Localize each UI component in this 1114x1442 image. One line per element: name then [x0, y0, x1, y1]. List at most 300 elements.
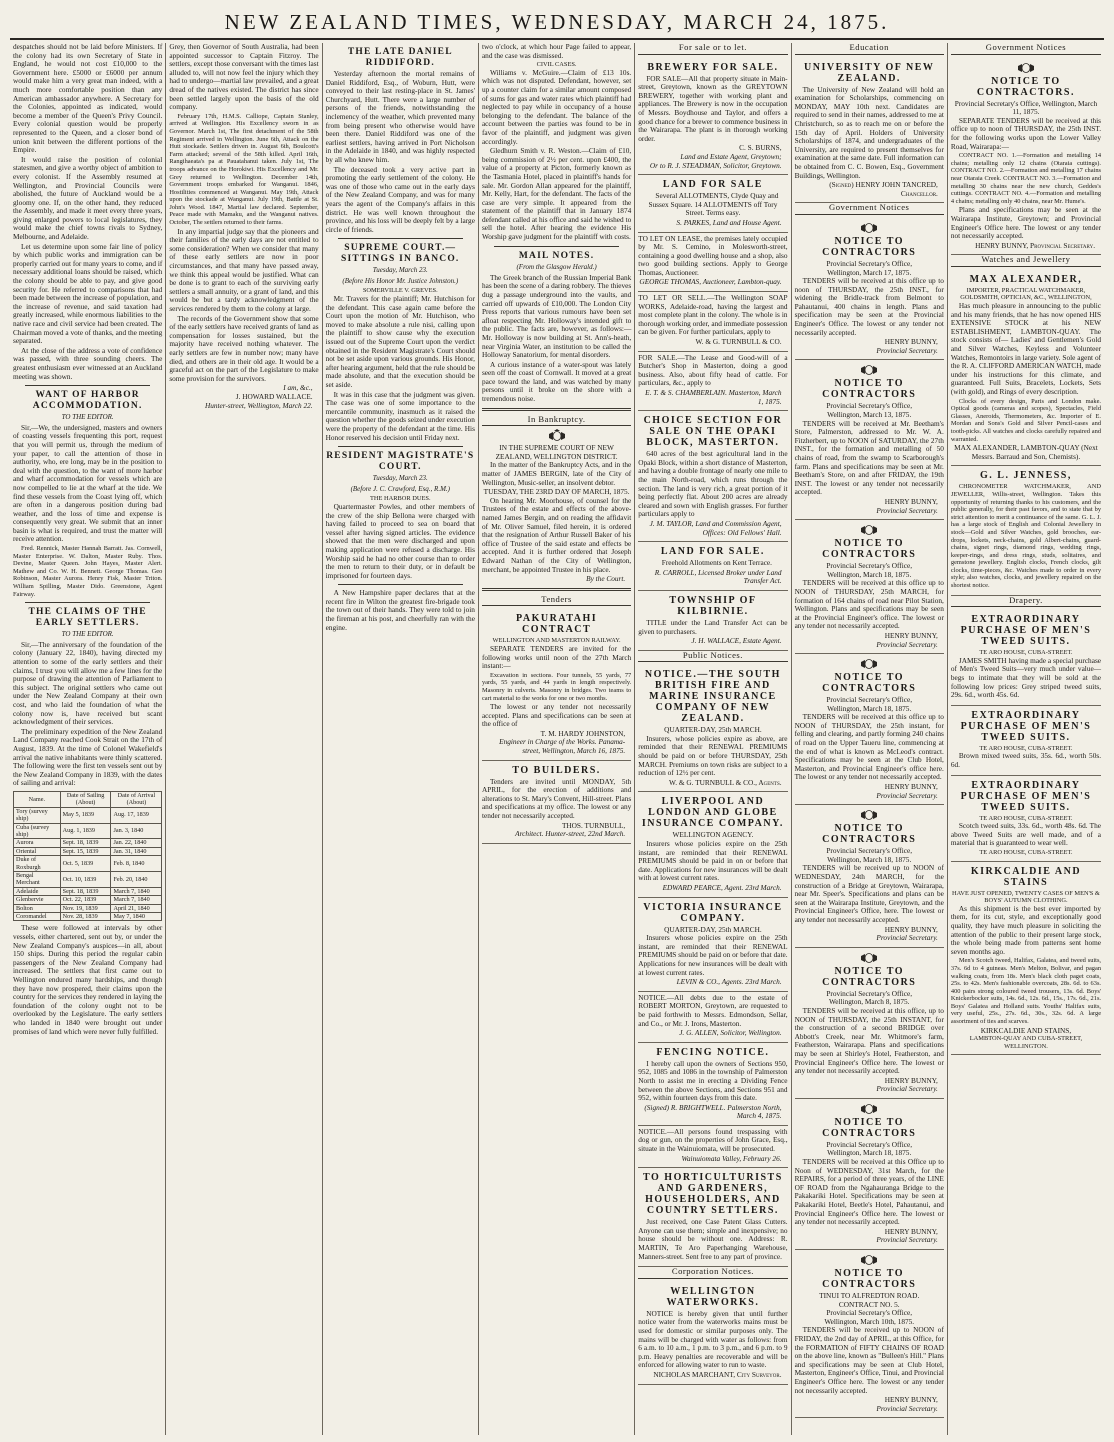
notice-office: Provincial Secretary's Office,: [826, 695, 913, 705]
ad-text: FOR SALE—All that property situate in Main-street, Greytown, known as the GREYTOWN BREWERY, together with working plant and appliances. The Brewery is now in the occupation of Messrs. Boydhouse and Taylor, and offers a good chance for a brewer to commence business in the Wairarapa. The plant is in thorough working order.: [638, 73, 788, 143]
table-row: [14, 904, 162, 912]
ad-kilbirnie: [638, 591, 787, 651]
columns: [10, 43, 1104, 1435]
ad-subtitle: TINUI TO ALFREDTON ROAD.: [819, 1291, 920, 1300]
court-date: Tuesday, March 23.: [372, 474, 428, 483]
ad-subtitle: HAVE JUST OPENED, TWENTY CASES OF MEN'S & BOYS' AUTUMN CLOTHING.: [951, 889, 1100, 905]
royal-crest-icon: [860, 951, 878, 964]
letter-signature: J. HOWARD WALLACE.: [235, 391, 313, 401]
ad-university: [795, 58, 944, 204]
ad-address: TE ARO HOUSE, CUBA-STREET.: [979, 814, 1073, 822]
notice-date: Wellington, March 17, 1875.: [827, 267, 912, 277]
ad-jenness: [951, 466, 1101, 595]
article-heading-claims: THE CLAIMS OF THE EARLY SETTLERS.: [28, 607, 147, 628]
ad-text: Plans and specifications may be seen at the Wairarapa Institute, Greytown; and Provincial Engineer's Office here. The lowest or any tender not necessarily accepted.: [950, 205, 1102, 241]
ad-signature: HENRY BUNNY,: [884, 337, 938, 347]
ad-subtitle: QUARTER-DAY, 25th MARCH.: [664, 924, 762, 934]
ad-signature: HENRY BUNNY,: [884, 1226, 938, 1236]
ad-signature-role: Provincial Secretary.: [876, 1084, 938, 1094]
ad-text: Insurers whose policies expire on the 25th instant, are reminded that their RENEWAL PREMIUMS should be paid on or before that date. Applications for new insurances will be dealt with at lowest current rates.: [638, 933, 788, 977]
article-heading-mail-notes: MAIL NOTES.: [518, 250, 595, 261]
royal-crest-icon: [548, 429, 566, 442]
ad-signature: GEORGE THOMAS, Auctioneer, Lambton-quay.: [639, 277, 782, 287]
notice-office: Provincial Secretary's Office,: [826, 1139, 913, 1149]
royal-crest-icon: [1017, 61, 1035, 74]
ship-arrival: March 7, 1840: [111, 896, 162, 904]
letter-address: Hunter-street, Wellington, March 22.: [204, 400, 313, 410]
article-heading-supreme-court: SUPREME COURT.—SITTINGS IN BANCO.: [341, 243, 460, 264]
ad-max-alexander: [951, 270, 1101, 466]
divider: [482, 408, 631, 411]
ship-sailing: May 5, 1839: [60, 807, 111, 823]
ship-name: Tory (survey ship): [14, 807, 61, 823]
notice-date: Wellington, March 18, 1875.: [827, 854, 912, 864]
ship-sailing: Nov. 28, 1839: [60, 913, 111, 921]
ad-title: TO HORTICULTURISTS AND GARDENERS, HOUSEHOLDERS, AND COUNTRY SETTLERS.: [643, 1172, 783, 1217]
ad-horticulturists: [638, 1168, 787, 1267]
table-row: [14, 839, 162, 847]
ad-fencing-notice: [638, 1043, 787, 1126]
chronology-list: February 17th, H.M.S. Calliope, Captain Stanley, arrived at Wellington. His Excellency sworn in as Governor. March 1st, The first detachment of the 58th Regiment arrived in Wellington. June 6th, Attack on the Hutt stockade. Settlers driven in. August 6th, Boulcott's Farm attacked; several of the 58th killed. April 16th, Rangihaeata's pa at Pauatahanui taken. July 1st, The troops advance on the Horokiwi. His Excellency and Mr. Grey returned to Wellington. December 14th, Government troops embarked for Wanganui. 1846, Hostilities commenced at Wanganui. May 19th, Attack upon the stockade at Wanganui. July 19th, Battle at St. John's Wood. 1847, Martial law declared. September, Peace made with Mamaku, and the Wanganui natives. October, The settlers returned to their farms.: [169, 112, 319, 227]
ad-text: As this shipment is the best ever imported by them, for its cut, style, and exceptionally good quality, they have much pleasure in soliciting the attention of the public to their present large stock, the whole being made from patterns sent home seven months ago.: [950, 903, 1102, 956]
divider: [482, 588, 631, 591]
ad-title: NOTICE.—THE SOUTH BRITISH FIRE AND MARINE INSURANCE COMPANY OF NEW ZEALAND.: [644, 669, 781, 725]
section-heading-tenders: Tenders: [482, 595, 631, 607]
ad-text: TO LET ON LEASE, the premises lately occupied by Mr. S. Cemino, in Molesworth-street, containing a good dwelling house and a shop, also two good building sections. Apply to George Thomas, Auctioneer.: [638, 233, 788, 277]
ad-signature: HENRY BUNNY,: [884, 924, 938, 934]
article-text: Gledhurn Smith v. R. Weston.—Claim of £10, being commission of 2½ per cent. upon £400, the value of a property at Picton, formerly known as the Tasmania Hotel, placed in plaintiff's hands for sale. Mr. Gordon Allan appeared for the plaintiff, Mr. Kelly, Hart, for the defendant. The facts of the case are very simple. It appeared from the statement of the plaintiff that in January 1874 defendant called at his office and said he wished to sell the hotel. After hearing the evidence His Worship gave judgment for the plaintiff with costs.: [481, 146, 632, 242]
ad-tweed-suits-3: [951, 776, 1101, 862]
ad-to-let: [638, 233, 787, 293]
notice-text: On hearing Mr. Moorhouse, of counsel for the Trustees of the estate and effects of the above-named James Bergin, and on reading the affidavit of Mr. Oliver Samuel, filed herein, it is ordered that the resignation of Arthur Russell Baker of his office of Trustee of the said estate and effects be accepted. And it is further ordered that Joseph Edward Nathan of the City of Wellington, merchant, be appointed Trustee in his place.: [481, 495, 632, 574]
ad-signature-role: Land and Estate Agent, Greytown;: [680, 151, 782, 161]
section-heading-drapery: Drapery.: [951, 596, 1101, 608]
article-heading-riddiford: THE LATE DANIEL RIDDIFORD.: [347, 47, 453, 68]
notice-office: Provincial Secretary's Office,: [826, 258, 913, 268]
ad-signature-role: Provincial Secretary.: [876, 505, 938, 515]
ad-subtitle: QUARTER-DAY, 25th MARCH.: [664, 725, 762, 735]
divider: [338, 446, 463, 447]
section-heading-watches: Watches and Jewellery: [951, 255, 1101, 267]
ad-land-kent-terrace: [638, 542, 787, 591]
tender-ad-builders: [482, 761, 631, 844]
ships-table: [13, 791, 162, 922]
ad-title: CHOICE SECTION FOR SALE ON THE OPAKI BLOCK, MASTERTON.: [643, 415, 783, 449]
article-text: despatches should not be laid before Ministers. If the colony had its own Secretary of State in England, he would not cost £10,000 to the Government here. £5000 or £6000 per annum would make him a very great man indeed, with a much more comfortable position than any American ambassador anywhere. A Secretary for the Colonies, appointed as indicated, would become a member of the Queen's Privy Council. Every colonial question would be properly represented to the Queen, and a closer bond of union knit between the different portions of the Empire.: [13, 43, 163, 155]
ad-signature: T. M. HARDY JOHNSTON,: [540, 728, 626, 738]
ad-title: NOTICE TO CONTRACTORS: [822, 1116, 917, 1139]
ad-address: LAMBTON-QUAY AND CUBA-STREET, WELLINGTON.: [969, 1035, 1083, 1050]
column-3: [323, 43, 479, 1435]
letter-text: Grey, then Governor of South Australia, had been appointed successor to Captain Fitzroy. The settlers, except those conversant with the times last alluded to, will not now feel the injury which they had to undergo—martial law prevailed, and a great dread of the natives existed. The district has since been settled largely upon the basis of the old company.: [169, 43, 319, 112]
article-text: Mr. Travers for the plaintiff; Mr. Hutchison for the defendant. This case again came before the Court upon the motion of Mr. Hutchison, who moved to make absolute a rule nisi, calling upon the plaintiff to show cause why the execution issued out of the Supreme Court upon the verdict obtained in the Resident Magistrate's Court should not be set aside upon various grounds. His Honor, after hearing argument, held that the rule should be made absolute, and that the execution should be set aside.: [325, 294, 475, 389]
divider: [338, 584, 463, 585]
column-header-name: Name.: [14, 791, 61, 807]
article-text: A curious instance of a water-spout was lately seen off the coast of Cornwall. It moved at a great pace toward the land, and was watched by many persons until it broke on the shore with a tremendous noise.: [481, 359, 632, 404]
ad-title: NOTICE TO CONTRACTORS: [822, 235, 917, 258]
ad-kirkcaldie-stains: [951, 862, 1101, 1056]
ad-text: TENDERS will be received at Mr. Beetham's Store, Palmerston, addressed to Mr. W. A. Fitzherbert, up to NOON of SATURDAY, the 27th INST., for the formation and metalling of 50 chains of road, from the swamp to Scarborough's farm. Plans and specifications may be seen at Mr. Beetham's Store, on and after FRIDAY, the 19th INST. The lowest or any tender not necessarily accepted.: [794, 418, 944, 497]
table-row: [14, 896, 162, 904]
ad-title: TOWNSHIP OF KILBIRNIE.: [669, 594, 757, 617]
letter-text: These were followed at intervals by other vessels, either chartered, sent out by, or under the New Zealand Company's auspices—in all, about 150 ships. During this period the regular cabin passengers of the New Zealand Company had increased. The settlers that first came out to Wellington endured many hardships, and though they have now prospered, their claims upon the country for the services they rendered in laying the foundation of the colony ought not to be overlooked by the Legislature. The early settlers who landed in 1840 were brought out under promises of land which were never fully fulfilled.: [13, 923, 163, 1036]
ad-title: VICTORIA INSURANCE COMPANY.: [643, 901, 783, 924]
ad-signature: E. T. & S. CHAMBERLAIN. Masterton, March 1, 1875.: [645, 388, 782, 406]
table-header-row: [14, 791, 162, 807]
ad-title: NOTICE TO CONTRACTORS: [822, 1268, 917, 1290]
ad-signature: LEVIN & CO., Agents. 23rd March.: [676, 977, 782, 987]
masthead: [10, 6, 1104, 40]
ad-south-british-insurance: [638, 665, 787, 792]
notice-contractors-3: [795, 520, 944, 654]
ad-signature: HENRY BUNNY,: [884, 1075, 938, 1085]
section-heading-education: Education: [795, 43, 944, 55]
article-text: It was in this case that the judgment was given. The case was one of some importance to the mercantile community, inasmuch as it raised the question whether the goods seized under execution were the property of the defendant at the time. His Honor reserved his decision until Friday next.: [325, 389, 475, 442]
ad-signature-role: Provincial Secretary.: [876, 1235, 938, 1245]
divider: [25, 385, 150, 386]
ad-signature-role: Provincial Secretary.: [876, 345, 938, 355]
article-text: The deceased took a very active part in promoting the early settlement of the colony. He was one of those who came out in the early days of the New Zealand Company, and was for many years the agent of the Company's affairs in this district. He was well known throughout the province, and his loss will be deeply felt by a large circle of friends.: [325, 164, 475, 234]
royal-crest-icon: [860, 221, 878, 234]
article-heading-rm-court: RESIDENT MAGISTRATE'S COURT.: [326, 451, 475, 472]
ad-signature: NICHOLAS MARCHANT, City Surveyor.: [653, 1369, 782, 1379]
ship-arrival: May 7, 1840: [111, 913, 162, 921]
court-case-title: SOMERVILLE V. GREVES.: [362, 287, 438, 295]
article-text: It would raise the position of colonial statesmen, and give a worthy object of ambition to every colonist. If the Assembly resumed at Wellington, and Provincial Councils were abolished, the future of Auckland would be a gloomy one. If, on the other hand, they reduced the Assembly, and made it meet every three years, giving enlarged powers to local legislatures, they would make the chief towns rivals to Sydney, Melbourne, and Adelaide.: [13, 154, 163, 242]
ship-name: Coromandel: [14, 913, 61, 921]
royal-crest-icon: [860, 657, 878, 670]
notice-date: TUESDAY, THE 23RD DAY OF MARCH, 1875.: [483, 487, 630, 497]
article-text: At the close of the address a vote of confidence was passed, with three sounding cheers. The greatest enthusiasm ever witnessed at an Auckland meeting was shown.: [13, 345, 163, 381]
table-row: [14, 807, 162, 823]
ad-address: TE ARO HOUSE, CUBA-STREET.: [979, 848, 1073, 856]
ad-text: TENDERS will be received up to NOON of FRIDAY, the 2nd day of APRIL, at this Office, for the FORMATION of FIFTY CHAINS OF ROAD on the above line, known as "Bulleen's Hill." Plans and specifications may be seen at Club Hotel, Masterton, Engineer's Office, Tinui, and Provincial Engineer's Office here. The lowest or any tender not necessarily accepted.: [794, 1325, 944, 1395]
ad-text: Excavation in sections. Four tunnels, 55 yards, 77 yards, 55 yards, and 44 yards in length respectively. Masonry in culverts. Masonry in bridges. Two teams to cart material to the works for one or two months.: [481, 671, 632, 702]
ad-text: The University of New Zealand will hold an examination for Scholarships, commencing on MONDAY, MAY 10th next. Candidates are required to send in their names, addressed to me at Christchurch, so as to reach me on or before the 15th day of April. Holders of University Scholarships of 1874, and undergraduates of the University, are required to present themselves for examination at the same date. Full information can be obtained from C. C. Bowen, Esq., Government Buildings, Wellington.: [794, 84, 944, 180]
ad-title: WELLINGTON WATERWORKS.: [666, 1285, 760, 1308]
ad-victoria-insurance: [638, 898, 787, 992]
ship-sailing: Sept. 15, 1839: [60, 847, 111, 855]
court-case-title: THE HARBOR DUES.: [370, 495, 431, 503]
letter-salutation: TO THE EDITOR.: [61, 413, 114, 422]
column-4: [479, 43, 635, 1435]
ad-text: Freehold Allotments on Kent Terrace.: [661, 558, 772, 568]
ad-text: TITLE under the Land Transfer Act can be given to purchasers.: [638, 617, 788, 636]
ad-address: TE ARO HOUSE, CUBA-STREET.: [979, 649, 1073, 657]
ad-contract-number: CONTRACT NO. 5.: [838, 1299, 900, 1309]
column-6: [792, 43, 948, 1435]
ad-signature: W. & G. TURNBULL & CO.: [695, 337, 782, 347]
ship-arrival: March 7, 1840: [111, 887, 162, 895]
ad-text: Tenders are invited until MONDAY, 5th APRIL, for the erection of additions and alterations to St. Mary's Convent, Hill-street. Plans and specifications at my office. The lowest or any tender not necessarily accepted.: [481, 776, 632, 821]
column-2: [166, 43, 322, 1435]
notice-office: Provincial Secretary's Office,: [826, 1308, 913, 1318]
ad-text: NOTICE is hereby given that until further notice water from the waterworks mains must be used for domestic or similar purposes only. The mains will be charged with water as follows: from 6 a.m. to 10 a.m., 1 p.m. to 3 p.m., and 6 p.m. to 9 p.m. Heavy penalties are recoverable and will be enforced for allowing water to run to waste.: [638, 1308, 788, 1370]
letter-text: The records of the Government show that some of the early settlers have received grants of land as compensation for losses sustained, but the majority have received nothing whatever. The early settlers are few in number now; many have died, and others are in their old age. It would be a graceful act on the part of the Legislature to make some provision for the survivors.: [169, 313, 319, 383]
tender-ad-pakuratahi: [482, 609, 631, 760]
ad-trespass-notice: [638, 1126, 787, 1168]
ad-text: Several ALLOTMENTS, Clyde Quay and Sussex Square. 14 ALLOTMENTS off Tory Street. Terms easy.: [648, 191, 779, 218]
section-heading-corporation-notices: Corporation Notices.: [638, 1267, 787, 1279]
divider: [338, 238, 463, 239]
section-heading-for-sale: For sale or to let.: [638, 43, 787, 55]
ad-title: NOTICE TO CONTRACTORS: [822, 672, 917, 695]
notice-office: Provincial Secretary's Office, Wellington, March 11, 1875.: [954, 98, 1098, 117]
notice-text: In the matter of the Bankruptcy Acts, and in the matter of JAMES BERGIN, late of the City of Wellington, Music-seller, an insolvent debtor.: [481, 460, 632, 487]
column-7: [948, 43, 1104, 1435]
ad-signature-role: Architect. Hunter-street, 22nd March.: [515, 829, 626, 839]
ad-signature: C. S. BURNS,: [739, 143, 782, 153]
letter-text: The preliminary expedition of the New Zealand Land Company reached Cook Strait on the 17th of August, 1839. At the time of Colonel Wakefield's arrival the native inhabitants were thinly scattered. The following were the first ten vessels sent out by the New Zealand Company in 1839, with the dates of sailing and arrival:: [13, 726, 163, 788]
notice-court-title: IN THE SUPREME COURT OF NEW ZEALAND, WELLINGTON DISTRICT.: [495, 443, 618, 461]
notice-contractors-7: [795, 1099, 944, 1250]
ship-arrival: Feb. 20, 1840: [111, 871, 162, 887]
notice-office: Provincial Secretary's Office,: [826, 401, 913, 411]
royal-crest-icon: [860, 523, 878, 536]
ad-signature-role: Provincial Secretary.: [876, 639, 938, 649]
ad-title: G. L. JENNESS,: [980, 470, 1072, 482]
notice-contractors-4: [795, 654, 944, 805]
ad-title: NOTICE TO CONTRACTORS: [822, 378, 917, 401]
ad-signature: THOS. TURNBULL,: [561, 820, 626, 830]
ad-text: FOR SALE.—The Lease and Good-will of a Butcher's Shop in Masterton, doing a good business. Also, about fifty head of cattle. For particulars, &c., apply to: [638, 352, 788, 388]
ad-signature: HENRY BUNNY,: [884, 496, 938, 506]
ad-liverpool-insurance: [638, 792, 787, 897]
ad-text: TENDERS will be received at this office up to noon of THURSDAY, the 25th INST., for widening the Bridle-track from Belmont to Pahautanui, 400 chains in length. Plans and specification may be seen at the Provincial Engineer's Office. The lowest or any tender not necessarily accepted.: [794, 276, 944, 337]
ad-text: NOTICE.—All debts due to the estate of ROBERT MORTON, Greytown, are requested to be paid forthwith to Messrs. Edmondson, Sellar, and Co., or Mr. J. Irons, Masterton.: [638, 992, 788, 1028]
ad-signature-role: Provincial Secretary.: [876, 933, 938, 943]
ship-sailing: Oct. 22, 1839: [60, 896, 111, 904]
ad-signature: HENRY BUNNY, Provincial Secretary.: [975, 240, 1096, 250]
article-text: Quartermaster Powles, and other members of the crew of the ship Bellona were charged with having failed to proceed to sea on board that vessel after having signed articles. The evidence showed that the men were discharged and upon making application were refused a discharge. His Worship said he had no other course than to order the men to return to their duty, or in default be imprisoned for fourteen days.: [325, 501, 475, 580]
ad-text: CHRONOMETER WATCHMAKER, AND JEWELLER, Willis-street, Wellington. Takes this opportunity of returning thanks to his customers, and the public generally, for their past favors, and to state that by strict attention to merit a continuance of the same. G. L. J. has a large stock of English and Colonial Jewellery in stock—Gold and Silver Watches, gold brooches, ear-drops, lockets, neck-chains, gold Albert-chains, guard-chains, signet rings, diamond rings, wedding rings, keeper-rings, and dress rings, studs, solitaires, and gemstone jewellery. English clocks, French clocks, gilt clocks, time-pieces, &c. Watches made to order in every style; also watches, clocks, and jewellery repaired on the shortest notice.: [950, 483, 1102, 590]
ad-title: NOTICE TO CONTRACTORS: [822, 823, 917, 846]
notice-signature: By the Court.: [586, 574, 626, 584]
ship-name: Glenbervie: [14, 896, 61, 904]
notice-contractors-6: [795, 948, 944, 1099]
table-row: [14, 887, 162, 895]
table-row: [14, 847, 162, 855]
ad-text: TENDERS will be received at this Office up to Noon of WEDNESDAY, 31st March, for the REPAIRS, for a period of three years, of the LINE OF ROAD from the Ngahauranga Bridge to the Pakakariki Hotel. Specifications may be seen at Pakakariki Hotel, Beetle's Hotel, Pahautanui, and Provincial Engineer's Office here. The lowest or any tender not necessarily accepted.: [794, 1157, 944, 1227]
letter-text: Sir,—We, the undersigned, masters and owners of coasting vessels frequenting this port, request that you will permit us, through the medium of your paper, to call the attention of those in authority, who, ere long, may be in the position to deal with the question, to the want of more harbor and wharf accommodation for vessels which are now compelled to lie at the wharf at the tide. We find these vessels from the Coast lying off, which are often in a dangerous position during bad weather, and the loss of time and expense is consequently very great. We submit that an inner basin is what is required, and trust the matter will receive attention.: [13, 422, 163, 544]
ad-contract-list: CONTRACT NO. 1.—Formation and metalling 14 chains; metalling only 12 chains (Otaraia cuttings). CONTRACT NO. 2.—Formation and metalling 17 chains near Otaraia Creek. CONTRACT NO. 3.—Formation and metalling 30 chains near the new church, Geddes's cuttings. CONTRACT NO. 4.—Formation and metalling 4 chains; metalling only 40 chains, near Mr. Hume's.: [950, 152, 1102, 205]
ad-text: JAMES SMITH having made a special purchase of Men's Tweed Suits—very much under value—begs to intimate that they will be sold at the following low prices: Grey striped tweed suits, 29s. 6d., worth 45s. 6d.: [950, 655, 1102, 700]
ad-tweed-suits-2: [951, 706, 1101, 776]
ad-title: LAND FOR SALE: [662, 179, 763, 191]
ad-title: UNIVERSITY OF NEW ZEALAND.: [804, 61, 935, 84]
ship-name: Bolton: [14, 904, 61, 912]
ad-signature: Wainuiomata Valley, February 26.: [681, 1153, 782, 1163]
article-text: The Greek branch of the Russian Imperial Bank has been the scene of a daring robbery. The thieves dug a passage underground into the vaults, and carried off upwards of £10,000. The London City Press reports that various rumours have been set afloat respecting Mr. Holloway's intended gift to the public. The facts are, however, as follows:—Mr. Holloway is now building at St. Ann's-heath, near Virginia Water, an institution to be called the Holloway Sanatorium, for mental disorders.: [481, 272, 632, 360]
notice-contractors-2: [795, 360, 944, 520]
ship-name: Oriental: [14, 847, 61, 855]
ad-butcher: [638, 352, 787, 412]
court-judge: (Before J. C. Crawford, Esq., R.M.): [350, 484, 450, 493]
ad-signature: W. & G. TURNBULL & CO., Agents.: [669, 777, 782, 787]
divider: [494, 246, 619, 247]
ad-title: NOTICE TO CONTRACTORS: [822, 538, 917, 561]
court-judge: (Before His Honor Mr. Justice Johnston.): [342, 276, 459, 285]
ad-subtitle: WELLINGTON AGENCY.: [672, 830, 754, 840]
ad-signature-role: Engineer in Charge of the Works. Panama-street, Wellington, March 16, 1875.: [499, 737, 626, 756]
table-row: [14, 871, 162, 887]
ad-text: The lowest or any tender not necessarily accepted. Plans and specifications can be seen at the office of: [481, 702, 632, 729]
ad-soap-works: [638, 292, 787, 352]
ad-text: Insurers, whose policies expire as above, are reminded that their RENEWAL PREMIUMS should be paid on or before THURSDAY, 25th MARCH. Premiums on town risks are subject to a reduction of 12½ per cent.: [638, 733, 788, 778]
ad-signature: J. H. WALLACE, Estate Agent.: [691, 636, 782, 646]
article-source: (From the Glasgow Herald.): [516, 263, 597, 272]
notice-date: Wellington, March 18, 1875.: [827, 1148, 912, 1158]
letter-salutation: TO THE EDITOR.: [61, 630, 114, 639]
ad-address: TE ARO HOUSE, CUBA-STREET.: [979, 744, 1073, 752]
ship-name: Aurora: [14, 839, 61, 847]
ship-sailing: Oct. 10, 1839: [60, 871, 111, 887]
ad-title: MAX ALEXANDER,: [969, 273, 1083, 285]
ad-signature: MAX ALEXANDER, LAMBTON-QUAY (Next Messrs. Barraud and Son, Chemists).: [954, 443, 1098, 461]
ad-title: FENCING NOTICE.: [656, 1046, 770, 1058]
article-text: Williams v. McGuire.—Claim of £13 10s. which was not disputed. Defendant, however, set up a counter claim for a similar amount composed of sums for gas and water rates which plaintiff had neglected to pay while in occupancy of a house belonging to the defendant. The balance of the account between the parties was found to be in favor of the plaintiff, and judgment was given accordingly.: [481, 67, 632, 146]
royal-crest-icon: [860, 808, 878, 821]
ad-price-list: Men's Scotch tweed, Halifax, Galatea, and tweed suits, 37s. 6d to 4 guineas. Men's Melton, Bolivar, and pagan walking coats, from 18s. Men's black cloth paget coats, 25s. to 42s. Men's fashionable overcoats, 28s. 6d. to 63s. 400 pairs strong coloured tweed trousers, 13s. 6d. Boys' Knickerbocker suits, 14s. 6d., 12s. 6d., 15s., 17s. 6d., 21s. Boys' Galatea and Holland suits. Youths' Halifax suits, very useful, 25s., 27s. 6d., 30s., 32s. 6d. A large assortment of ties and scarves.: [950, 957, 1102, 1026]
ship-name: Adelaide: [14, 887, 61, 895]
ad-text: NOTICE.—All persons found trespassing with dog or gun, on the properties of John Grace, Esq., situate in the Wainuiomata, will be prosecuted.: [638, 1126, 788, 1154]
ad-subtitle: IMPORTER, PRACTICAL WATCHMAKER, GOLDSMITH, OPTICIAN, &C., WELLINGTON,: [960, 286, 1092, 302]
letter-text: Sir,—The anniversary of the foundation of the colony (January 22, 1840), having directed my attention to some of the early settlers and their claims, I trust you will allow me a few lines for the purpose of drawing the attention of Parliament to this subject. The original settlers who came out under the New Zealand Company at their own cost, and who laid the foundation of what the colony now is, have received but scant acknowledgment of their services.: [13, 639, 163, 727]
section-heading-public-notices: Public Notices.: [638, 651, 787, 663]
ad-title: EXTRAORDINARY PURCHASE OF MEN'S TWEED SUITS.: [960, 709, 1092, 743]
ad-morton-estate: [638, 992, 787, 1043]
letter-closing: I am, &c.,: [283, 383, 313, 393]
article-text: Yesterday afternoon the mortal remains of Daniel Riddiford, Esq., of Woburn, Hutt, were conveyed to their last resting-place in St. James' Churchyard, Hutt. There were a large number of persons of the friends, notwithstanding the inclemency of the weather, which prevented many from being present who otherwise would have been there. Daniel Riddiford was one of the earliest settlers, having arrived in Port Nicholson in the Adelaide in 1840, and was highly respected by all who knew him.: [325, 69, 475, 164]
ad-text: TO LET OR SELL.—The Wellington SOAP WORKS, Adelaide-road, having the largest and most complete plant in the colony. The whole is in thorough working order, and immediate possession can be given. For further particulars, apply to: [638, 293, 788, 337]
notice-date: Wellington, March 18, 1875.: [827, 703, 912, 713]
ship-sailing: Sept. 18, 1839: [60, 839, 111, 847]
ad-waterworks: [638, 1282, 787, 1385]
letter-signers: Fred. Rennick, Master Hannah Barratt. Jas. Cornwell, Master Enterprise. W. Dalton, Master Ruby. Thos. Devine, Master Queen. John Hayes, Master Alert. Mathew and Co. W. H. Bennett. George Thomas. Geo Robinson, Master Aurora. Henry Fisk, Master Triton. William Spilling, Master Dido. Greenstone, Agent Fairway.: [13, 545, 163, 598]
table-row: [14, 913, 162, 921]
ad-title: EXTRAORDINARY PURCHASE OF MEN'S TWEED SUITS.: [960, 779, 1092, 813]
ad-signature: EDWARD PEARCE, Agent. 23rd March.: [662, 883, 782, 892]
notice-date: Wellington, March 8, 1875.: [828, 997, 910, 1007]
notice-contractors-1: [795, 218, 944, 361]
ship-arrival: April 21, 1840: [111, 904, 162, 912]
ad-signature-role: Provincial Secretary.: [876, 790, 938, 800]
column-header-arrival: Date of Arrival (About): [111, 791, 162, 807]
ad-title: BREWERY FOR SALE.: [647, 61, 779, 73]
court-date: Tuesday, March 23.: [372, 266, 428, 275]
article-text: A New Hampshire paper declares that at the recent fire in Wilton the greatest fire-brigade took the town out of their hands. They were told to join the fireman at his post, and cheerfully ran with the engine.: [325, 588, 475, 632]
ad-signature: (Signed) R. BRIGHTWELL. Palmerston North, March 4, 1875.: [644, 1102, 782, 1121]
ship-sailing: Oct. 5, 1839: [60, 856, 111, 872]
section-heading-government-notices: Government Notices: [951, 43, 1101, 55]
ship-sailing: Aug. 1, 1839: [60, 823, 111, 839]
ad-title: LAND FOR SALE.: [660, 546, 765, 558]
ad-signature: J. M. TAYLOR, Land and Commission Agent, Offices: Old Fellows' Hall.: [649, 518, 782, 537]
ad-text: SEPARATE TENDERS will be received at this office up to noon of THURSDAY, the 25th INST. for the following works upon the Lower Valley Road, Wairarapa:—: [950, 115, 1102, 151]
section-heading-bankruptcy: In Bankruptcy.: [482, 415, 631, 427]
notice-lower-valley-road: [951, 58, 1101, 256]
ship-arrival: Jan. 3, 1840: [111, 823, 162, 839]
ship-arrival: Feb. 8, 1840: [111, 856, 162, 872]
ship-arrival: Aug. 17, 1839: [111, 807, 162, 823]
section-subheading: CIVIL CASES.: [536, 61, 577, 69]
section-heading-government-notices: Government Notices: [795, 203, 944, 215]
table-row: [14, 856, 162, 872]
ad-text: Just received, one Case Patent Glass Cutters. Anyone can use them; simple and inexpensive; no house should be without one. Address: R. MARTIN, Te Aro Paperhanging Warehouse, Manners-street. Sent free to any part of province.: [638, 1217, 788, 1261]
ship-arrival: Jan. 31, 1840: [111, 847, 162, 855]
ad-signature: R. CARROLL, Licensed Broker under Land Transfer Act.: [654, 567, 782, 586]
ad-title: TO BUILDERS.: [512, 764, 601, 776]
ad-title: NOTICE TO CONTRACTORS: [822, 965, 917, 988]
notice-contractors-5: [795, 805, 944, 948]
article-heading-harbor: WANT OF HARBOR ACCOMMODATION.: [32, 390, 143, 411]
ship-name: Duke of Roxburgh: [14, 856, 61, 872]
ad-signature: HENRY BUNNY,: [884, 782, 938, 792]
ship-name: Bengal Merchant: [14, 871, 61, 887]
ad-text: TENDERS will be received at this office, up to NOON of THURSDAY, the 25th INSTANT, for the construction of a second BRIDGE over Abbott's Creek, near Mr. Whitmore's farm, Featherston, Wairarapa. Plans and specifications may be seen at Shirley's Hotel, Featherston, and Provincial Engineer's Office here. The lowest or any tender not necessarily accepted.: [794, 1005, 944, 1076]
ad-text: Clocks of every design, Paris and London make. Optical goods (cameras and scopes), Spectacles, Field Glasses, Aneroids, Thermometers, &c. Importer of E. Mordan and Sons's Gold and Silver Pencil-cases and tooth-picks. All watches and clocks carefully repaired and warranted.: [950, 397, 1102, 443]
ad-text: 640 acres of the best agricultural land in the Opaki Block, within a short distance of Masterton, and having a double frontage of nearly one mile to the main North-road, which runs through the section. The land is very rich, a great portion of it being perfectly flat. About 200 acres are already cleared and sown with English grasses. For further particulars apply to: [638, 449, 788, 519]
notice-date: Wellington, March 10th, 1875.: [824, 1316, 915, 1326]
ad-title: KIRKCALDIE AND STAINS: [970, 865, 1082, 888]
ad-text: SEPARATE TENDERS are invited for the following works until noon of the 27th March instant:—: [481, 643, 632, 671]
ad-title: PAKURATAHI CONTRACT: [516, 613, 598, 636]
ad-signature: HENRY BUNNY,: [884, 1395, 938, 1405]
ad-text: Has much pleasure in announcing to the public and his many friends, that he has now opened HIS EXTENSIVE STOCK at his NEW ESTABLISHMENT, LAMBTON-QUAY. The stock consists of— Ladies' and Gentlemen's Gold and Silver Watches, Keyless and Volunteer Watches, Remontoirs in large variety. Sole agent of the R. A. CLIFFORD AMERICAN WATCH, made under his instructions for this climate, and guaranteed. Full Suits, Bracelets, Lockets, Sets (with gold), and Rings of every description.: [950, 301, 1102, 396]
letter-text: In any impartial judge say that the pioneers and their families of the early days are not entitled to some consideration? When we consider that many of these early settlers are now in poor circumstances, and that many have passed away, we think this appeal would be justified. What can be done is to grant to each of the surviving early settlers a small annuity, or a grant of land, and this would be but a tardy acknowledgment of the services rendered by them to the colony at large.: [169, 226, 319, 313]
ship-arrival: Jan. 22, 1840: [111, 839, 162, 847]
ad-signature: S. PARKES, Land and House Agent.: [676, 217, 782, 227]
ad-title: NOTICE TO CONTRACTORS.: [976, 75, 1075, 98]
notice-date: Wellington, March 13, 1875.: [827, 410, 912, 420]
ship-name: Cuba (survey ship): [14, 823, 61, 839]
ad-signature: (Signed) HENRY JOHN TANCRED, Chancellor.: [829, 180, 938, 198]
column-1: [10, 43, 166, 1435]
ad-text: I hereby call upon the owners of Sections 950, 952, 1085 and 1086 in the township of Palmerston North to assist me in erecting a Dividing Fence between the above Sections, and Sections 951 and 952, within fourteen days from this date.: [638, 1058, 788, 1103]
table-row: [14, 823, 162, 839]
ad-signature: HENRY BUNNY,: [884, 630, 938, 640]
ad-tweed-suits-1: [951, 610, 1101, 706]
ad-text: TENDERS will be received up to NOON of WEDNESDAY, 24th MARCH, for the construction of a Bridge at Greytown, Wairarapa, near Mr. Speer's. Specifications and plans can be seen at the Wairarapa Institute, Greytown, and the Provincial Engineer's Office, here. The lowest or any tender not necessarily accepted.: [794, 863, 944, 924]
ad-text: Scotch tweed suits, 33s. 6d., worth 48s. 6d. The above Tweed Suits are well made, and of a material that is guaranteed to wear well.: [950, 821, 1102, 848]
ad-brewery: [638, 58, 787, 176]
ad-subtitle: WELLINGTON AND MASTERTON RAILWAY.: [492, 637, 621, 645]
ad-text: TENDERS will be received at this office up to NOON of THURSDAY, 25th MARCH, for formation of 164 chains of road near Pilot Station, Wellington. Plans and specifications may be seen at the Provincial Engineer's office. The lowest or any tender not necessarily accepted.: [794, 578, 944, 631]
masthead-title: NEW ZEALAND TIMES, WEDNESDAY, MARCH 24, 1875.: [224, 10, 890, 34]
ship-sailing: Nov. 19, 1839: [60, 904, 111, 912]
ad-text: Brown mixed tweed suits, 35s. 6d., worth 50s. 6d.: [950, 751, 1102, 769]
notice-office: Provincial Secretary's Office,: [826, 988, 913, 998]
ship-sailing: Sept. 18, 1839: [60, 887, 111, 895]
ad-text: Insurers whose policies expire on the 25th instant, are reminded that their RENEWAL PREMIUMS should be paid in on or before that date. Applications for new insurances will be dealt with at lowest current rates.: [638, 839, 788, 883]
royal-crest-icon: [860, 363, 878, 376]
ad-text: TENDERS will be received at this office up to NOON of THURSDAY, the 25th instant, for felling and clearing, and partly forming 240 chains of road on the Upper Taueru line, commencing at the end of what is known as McLeod's contract. Specifications may be seen at the Club Hotel, Masterton, and Provincial Engineer's office here. The lowest or any tender not necessarily accepted.: [794, 712, 944, 782]
column-header-sailing: Date of Sailing (About): [60, 791, 111, 807]
royal-crest-icon: [860, 1253, 878, 1266]
article-text: Let us determine upon some fair line of policy by which public works and immigration can be properly carried out for many years to come, and if necessary additional loans should be raised, which the colony should be able to pay, and give good security for. He referred to comparisons that had been made between the increase of population, and the increase of revenue, and said taxation had greatly increased, while enormous liabilities to the native race and civil service had been created. The Chairman moved a vote of thanks, and the meeting separated.: [13, 241, 163, 346]
ad-signature: KIRKCALDIE AND STAINS,: [980, 1025, 1072, 1035]
ad-land-for-sale: [638, 175, 787, 232]
royal-crest-icon: [860, 1102, 878, 1115]
ad-signature-alt: Or to R. J. STEADMAN, Solicitor, Greytown.: [649, 160, 782, 170]
ad-title: EXTRAORDINARY PURCHASE OF MEN'S TWEED SUITS.: [960, 614, 1092, 648]
notice-contractors-8: [795, 1250, 944, 1418]
article-text: two o'clock, at which hour Page failed to appear, and the case was dismissed.: [481, 43, 632, 60]
column-5: [635, 43, 791, 1435]
ad-signature-role: Provincial Secretary.: [876, 1403, 938, 1413]
ad-title: LIVERPOOL AND LONDON AND GLOBE INSURANCE COMPANY.: [641, 796, 784, 830]
divider: [25, 602, 150, 603]
